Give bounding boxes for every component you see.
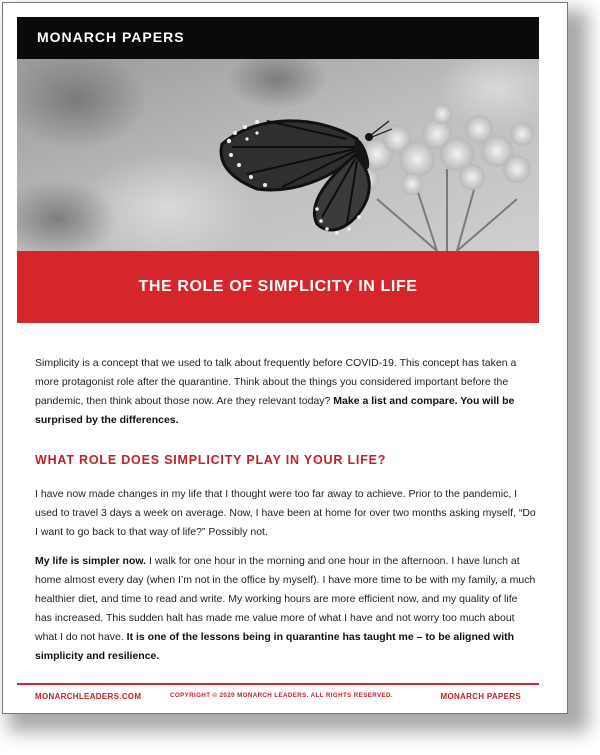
intro-text: Simplicity is a concept that we used to talk about frequently before COVID-19. This concept has taken a more protagonist role after the quarantine. Think about the things you considered important before the pandemic, then think about those now. Are they relevant today? (35, 357, 517, 407)
section-paragraph-1: I have now made changes in my life that I thought were too far away to achieve. Prior to the pandemic, I used to travel 3 days a week on average. Now, I have been at home for over two months asking myself, “Do I want to go back to that way of life?” Possibly not. (35, 488, 536, 538)
header-bar (17, 17, 539, 59)
footer-divider (17, 683, 539, 685)
article-body (35, 354, 537, 666)
hero-image (17, 59, 539, 251)
paragraph-2-text: I walk for one hour in the morning and one hour in the afternoon. I have lunch at home almost every day (when I’m not in the office by myself). I have more time to be with my family, a much healthier diet, and time to read and write. My working hours are more efficient now, and my quality of life has increased. This sudden halt has made me value more of what I have and not worry too much about what I do not have. (35, 555, 536, 643)
document-page (2, 2, 568, 714)
footer-brand: MONARCH PAPERS (440, 692, 521, 701)
intro-bold: Make a list and compare. You will be surprised by the differences. (35, 395, 515, 426)
intro-paragraph (35, 354, 537, 430)
page-title: THE ROLE OF SIMPLICITY IN LIFE (138, 278, 418, 295)
header-brand: MONARCH PAPERS (37, 29, 185, 45)
footer-website-link[interactable]: MONARCHLEADERS.COM (35, 692, 142, 701)
paragraph-2-lead: My life is simpler now. (35, 555, 147, 567)
section-heading: WHAT ROLE DOES SIMPLICITY PLAY IN YOUR LIFE? (35, 453, 387, 467)
title-banner (17, 251, 539, 323)
footer-copyright: COPYRIGHT © 2020 MONARCH LEADERS. ALL RIGHTS RESERVED. (170, 692, 394, 699)
paragraph-2-bold: It is one of the lessons being in quarantine has taught me – to be aligned with simplicity and resilience. (35, 631, 515, 662)
footer (35, 692, 521, 706)
section-paragraph-2 (35, 552, 537, 666)
